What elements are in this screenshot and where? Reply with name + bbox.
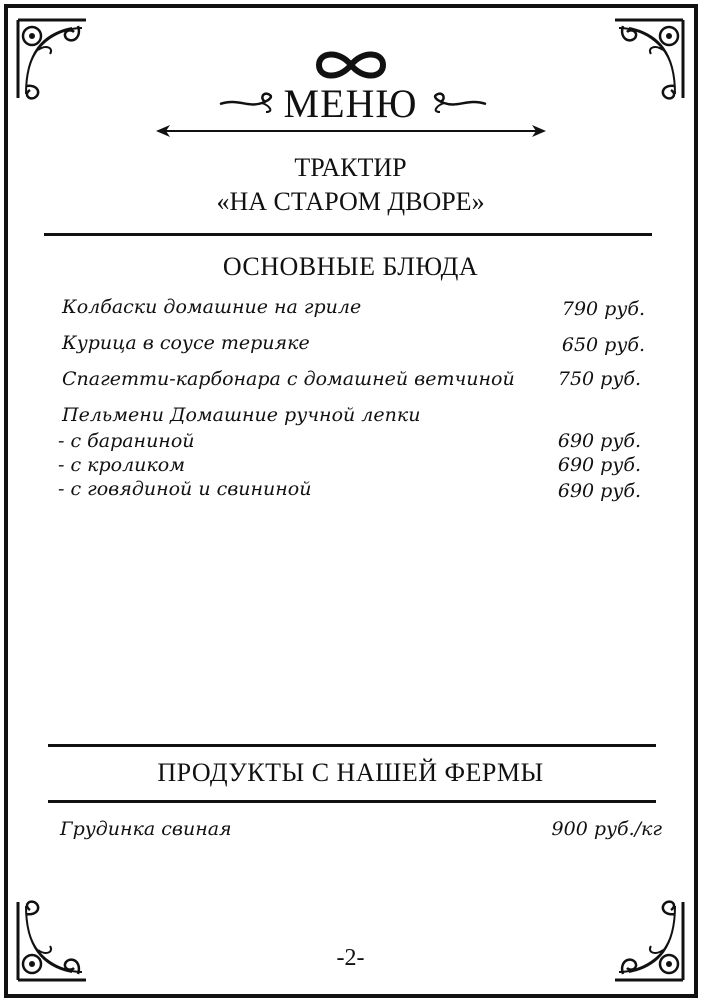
page-number: -2-	[336, 945, 365, 971]
restaurant-type: ТРАКТИР	[294, 153, 407, 182]
menu-item-price: 790 руб.	[561, 298, 645, 320]
corner-ornament-bottom-left	[12, 896, 92, 986]
arrow-divider-icon	[156, 124, 546, 138]
menu-group-name: Пельмени Домашние ручной лепки	[62, 404, 421, 426]
restaurant-name: «НА СТАРОМ ДВОРЕ»	[216, 187, 485, 216]
menu-variant-name: - с кроликом	[58, 454, 185, 476]
corner-ornament-bottom-right	[609, 896, 689, 986]
divider	[48, 800, 656, 803]
menu-item-name: Курица в соусе терияке	[62, 332, 310, 354]
divider	[48, 744, 656, 747]
section-title-main-courses: ОСНОВНЫЕ БЛЮДА	[222, 252, 479, 281]
menu-variant-price: 690 руб.	[557, 480, 641, 502]
menu-item-name: Колбаски домашние на гриле	[62, 296, 362, 318]
menu-item-name: Спагетти-карбонара с домашней ветчиной	[62, 368, 515, 390]
divider	[44, 233, 652, 236]
bow-ornament-icon	[315, 48, 387, 82]
menu-item-price: 900 руб./кг	[551, 818, 662, 840]
menu-variant-price: 690 руб.	[557, 454, 641, 476]
menu-item-name: Грудинка свиная	[60, 818, 232, 840]
menu-item-price: 650 руб.	[561, 334, 645, 356]
menu-title: МЕНЮ	[283, 81, 418, 126]
menu-variant-name: - с бараниной	[58, 430, 195, 452]
menu-variant-price: 690 руб.	[557, 430, 641, 452]
section-title-farm-products: ПРОДУКТЫ С НАШЕЙ ФЕРМЫ	[157, 758, 544, 787]
menu-variant-name: - с говядиной и свининой	[58, 478, 312, 500]
menu-item-price: 750 руб.	[557, 368, 641, 390]
